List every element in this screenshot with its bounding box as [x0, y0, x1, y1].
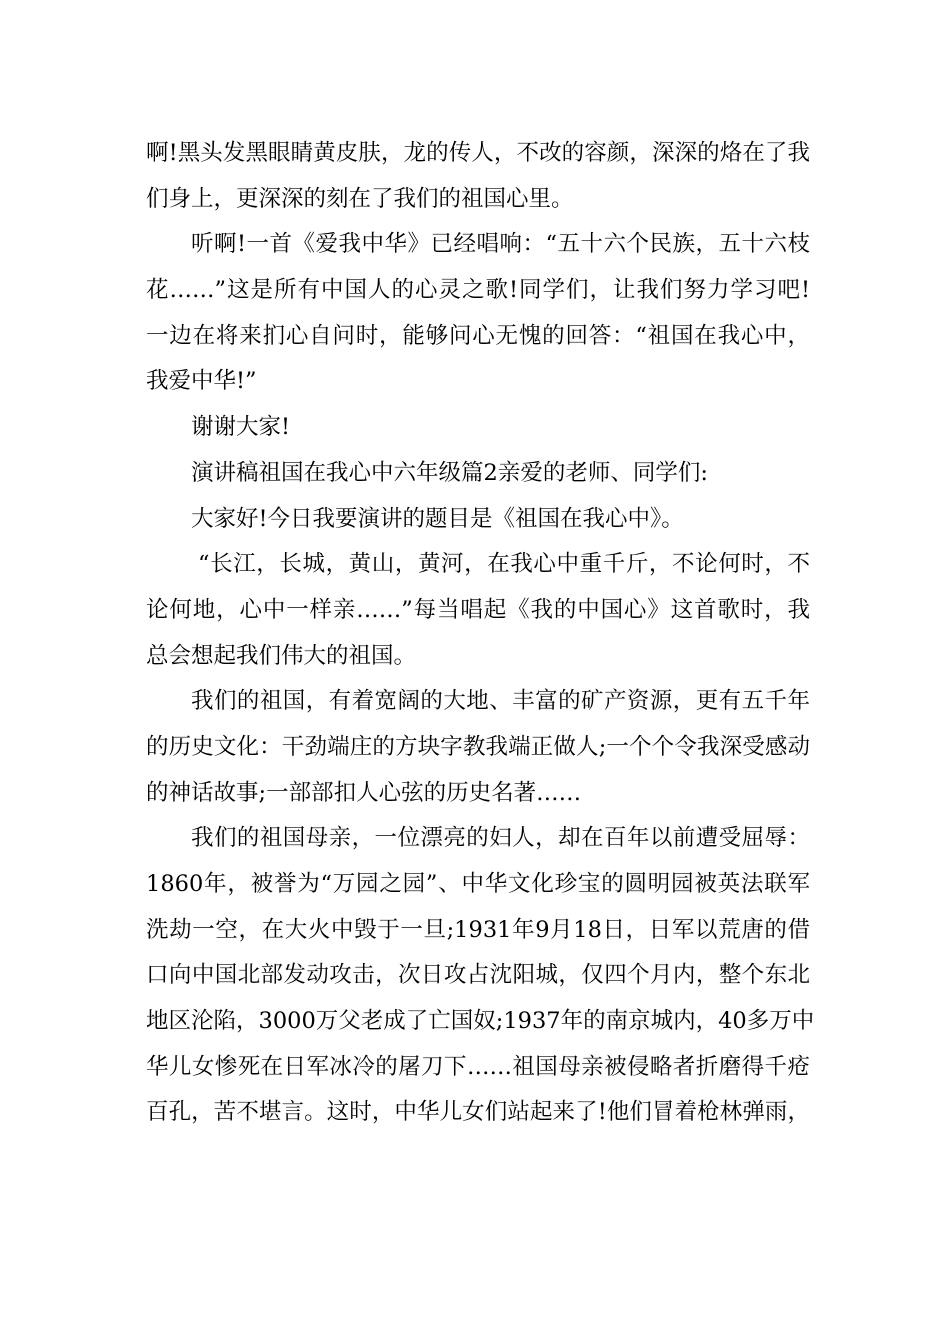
- text-line: 我们的祖国，有着宽阔的大地、丰富的矿产资源，更有五千年: [191, 688, 810, 715]
- text-line: 演讲稿祖国在我心中六年级篇2亲爱的老师、同学们:: [191, 459, 708, 486]
- text-line: 的神话故事;一部部扣人心弦的历史名著……: [146, 779, 582, 806]
- text-line: 地区沦陷，3000万父老成了亡国奴;1937年的南京城内，40多万中: [146, 1008, 815, 1035]
- text-line: 听啊!一首《爱我中华》已经唱响：“五十六个民族，五十六枝: [191, 231, 810, 258]
- text-line: 花……”这是所有中国人的心灵之歌!同学们，让我们努力学习吧!: [146, 277, 810, 304]
- text-line: 啊!黑头发黑眼睛黄皮肤，龙的传人，不改的容颜，深深的烙在了我: [146, 140, 810, 166]
- text-line: 华儿女惨死在日军冰冷的屠刀下……祖国母亲被侵略者折磨得千疮: [146, 1053, 810, 1080]
- text-line: 谢谢大家!: [191, 414, 291, 441]
- text-line: “长江，长城，黄山，黄河，在我心中重千斤，不论何时，不: [198, 551, 810, 578]
- text-line: 我们的祖国母亲，一位漂亮的妇人，却在百年以前遭受屈辱：: [191, 825, 810, 852]
- text-line: 总会想起我们伟大的祖国。: [146, 642, 417, 669]
- text-line: 论何地，心中一样亲……”每当唱起《我的中国心》这首歌时，我: [146, 596, 810, 623]
- text-line: 我爱中华!”: [146, 368, 257, 395]
- text-line: 洗劫一空，在大火中毁于一旦;1931年9月18日，日军以荒唐的借: [146, 916, 810, 943]
- text-line: 百孔，苦不堪言。这时，中华儿女们站起来了!他们冒着枪林弹雨，: [146, 1099, 810, 1126]
- text-line: 一边在将来扪心自问时，能够问心无愧的回答：“祖国在我心中，: [146, 322, 810, 349]
- text-line: 们身上，更深深的刻在了我们的祖国心里。: [146, 185, 574, 212]
- text-line: 1860年，被誉为“万园之园”、中华文化珍宝的圆明园被英法联军: [146, 871, 810, 897]
- document-body: [146, 131, 815, 1136]
- text-line: 口向中国北部发动攻击，次日攻占沈阳城，仅四个月内，整个东北: [146, 962, 810, 989]
- text-line: 的历史文化：干劲端庄的方块字教我端正做人;一个个令我深受感动: [146, 733, 810, 760]
- text-line: 大家好!今日我要演讲的题目是《祖国在我心中》。: [191, 505, 684, 532]
